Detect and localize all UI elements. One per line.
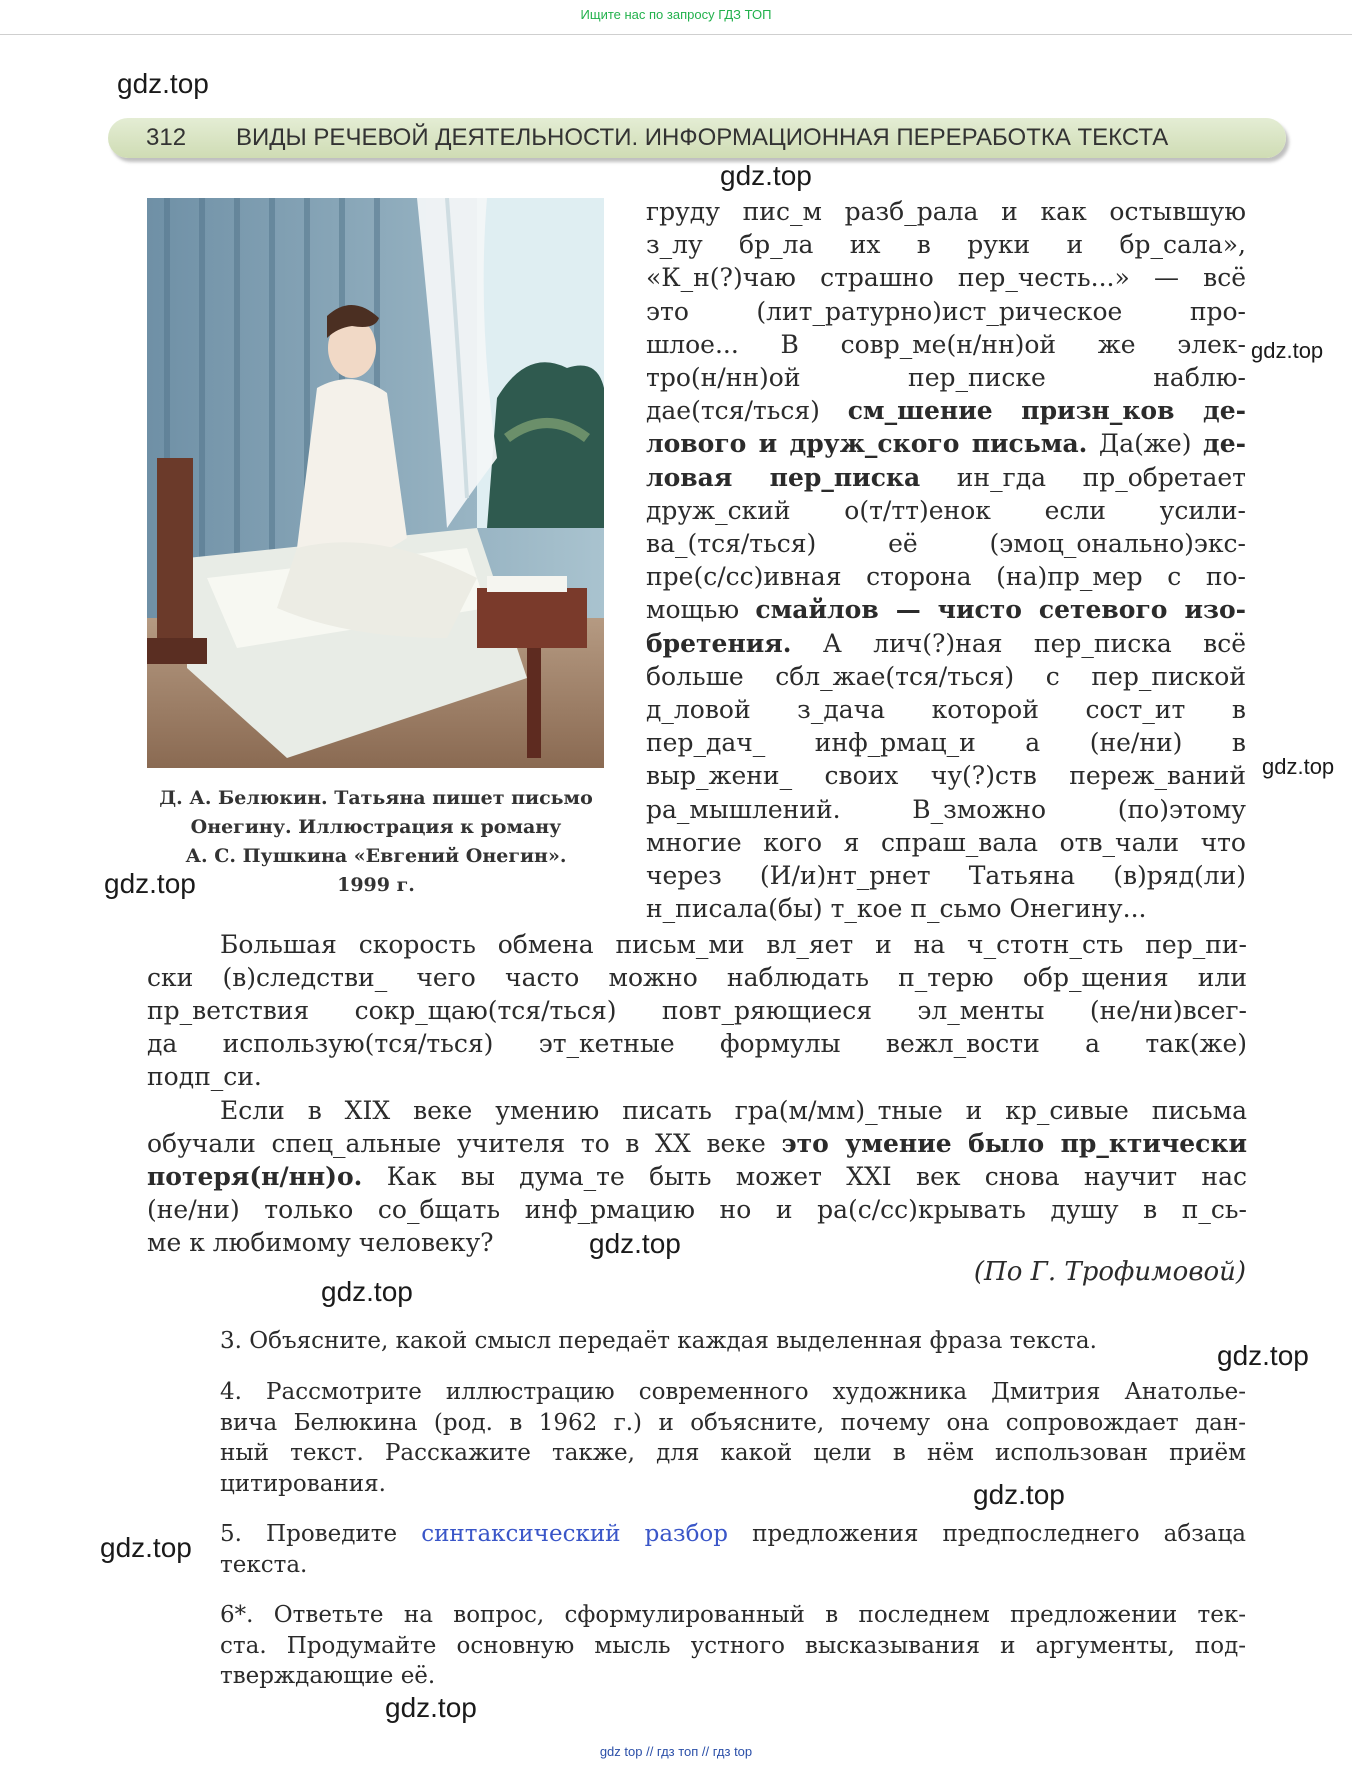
page-number: 312 [146,124,187,151]
text-fragment: предложения предпоследнего абзаца [728,1521,1246,1547]
highlighted-phrase: ловая пер_писка [646,462,921,492]
text-line: з_лу бр_ла их в руки и бр_сала», [646,230,1246,260]
syntax-analysis-link[interactable]: синтаксический разбор [421,1521,728,1547]
text-line: многие кого я спраш_вала отв_чали что [646,827,1246,857]
illustration-caption [140,784,612,900]
caption-line: А. С. Пушкина «Евгений Онегин». [185,845,567,867]
text-line: д_ловой з_дача которой сост_ит в [646,695,1246,725]
text-line: н_писала(бы) т_кое п_сьмо Онегину... [646,894,1147,924]
caption-line: Онегину. Иллюстрация к роману [190,816,562,838]
text-line: (не/ни) только со_бщать инф_рмацию но и ра(с/сс)крывать душу в п_сь- [147,1195,1247,1224]
highlighted-phrase: смайлов — чисто сетевого изо- [755,595,1247,625]
watermark: gdz.top [1262,754,1335,779]
painting-woman-by-window-icon [147,198,604,768]
text-line: больше сбл_жае(тся/ться) с пер_пиской [646,661,1246,691]
highlighted-phrase: лового и друж_ского письма. [646,429,1088,459]
watermark: gdz.top [117,68,209,99]
caption-line: 1999 г. [337,874,415,896]
text-line [646,461,1246,494]
task-line: ста. Продумайте основную мысль устного высказывания и аргументы, под- [220,1632,1246,1659]
task-line: ный текст. Расскажите также, для какой цели в нём использован приём [220,1440,1246,1466]
text-line: Большая скорость обмена письм_ми вл_яет и на ч_стотн_сть пер_пи- [220,930,1247,959]
watermark: gdz.top [321,1276,413,1307]
text-fragment: А лич(?)ная пер_писка всё [791,628,1246,658]
text-line: друж_ский о(т/тт)енок если усили- [646,495,1246,525]
text-fragment: дае(тся/ться) [646,396,848,426]
text-line: да использую(тся/ться) эт_кетные формулы вежл_вости а так(же) [147,1029,1247,1058]
task-4 [220,1377,1246,1499]
chapter-header [108,118,1286,158]
text-line: подп_си. [147,1062,262,1091]
highlighted-phrase: де- [1203,429,1246,459]
watermark: gdz.top [589,1228,681,1259]
text-line: выр_жени_ своих чу(?)ств переж_ваний [646,761,1246,791]
text-line: пер_дач_ инф_рмац_и а (не/ни) в [646,728,1246,758]
chapter-title: ВИДЫ РЕЧЕВОЙ ДЕЯТЕЛЬНОСТИ. ИНФОРМАЦИОННАЯ ПЕРЕРАБОТКА ТЕКСТА [236,124,1169,151]
text-line: ва_(тся/ться) её (эмоц_онально)экс- [646,529,1246,559]
watermark: gdz.top [1251,338,1324,363]
watermark: gdz.top [100,1532,192,1563]
task-line: тверждающие её. [220,1663,436,1689]
text-line: Если в XIX веке умению писать гра(м/мм)_тные и кр_сивые письма [220,1096,1247,1125]
text-line: пре(с/сс)ивная сторона (на)пр_мер с по- [646,562,1246,592]
watermark: gdz.top [1217,1340,1309,1371]
text-line: ме к любимому человеку? [147,1228,494,1257]
text-line [646,627,1246,660]
highlighted-phrase: бретения. [646,628,792,658]
text-line [147,1160,1247,1193]
watermark: gdz.top [104,868,196,899]
highlighted-phrase: потеря(н/нн)о. [147,1162,363,1191]
text-line: груду пис_м разб_рала и как остывшую [646,197,1246,226]
caption-line: Д. А. Белюкин. Татьяна пишет письмо [159,787,593,809]
task-line: вича Белюкина (род. в 1962 г.) и объясните, почему она сопровождает дан- [220,1409,1246,1436]
text-line: тро(н/нн)ой пер_писке наблю- [646,363,1246,393]
task-line: текста. [220,1551,308,1578]
footer-links[interactable]: gdz top // гдз топ // гдз top [599,1744,753,1759]
text-fragment: мощью [646,595,756,625]
text-fragment: обучали спец_альные учителя то в XX веке [147,1129,782,1158]
text-line [147,1127,1247,1160]
highlighted-phrase: см_шение призн_ков де- [847,396,1246,426]
task-line: 4. Рассмотрите иллюстрацию современного художника Дмитрия Анатолье- [220,1379,1246,1405]
text-line: это (лит_ратурно)ист_рическое про- [646,296,1246,326]
text-line [646,593,1246,626]
task-5 [220,1519,1246,1580]
task-line: 3. Объясните, какой смысл передаёт каждая выделенная фраза текста. [220,1328,1097,1354]
text-line: пр_ветствия сокр_щаю(тся/ться) повт_ряющиеся эл_менты (не/ни)всег- [147,996,1247,1025]
text-fragment: 5. Проведите [220,1521,422,1547]
text-line: «К_н(?)чаю страшно пер_честь...» — всё [646,263,1246,293]
illustration [147,198,604,768]
task-line [220,1519,1246,1550]
text-line: шлое... В совр_ме(н/нн)ой же элек- [646,329,1246,359]
watermark: gdz.top [385,1692,477,1723]
top-banner[interactable]: Ищите нас по запросу ГДЗ ТОП [0,0,1352,35]
text-fragment: Да(же) [1087,429,1204,459]
text-fragment: ин_гда пр_обретает [920,462,1247,492]
text-column-right [646,195,1246,925]
text-line: ра_мышлений. В_зможно (по)этому [646,794,1246,824]
watermark: gdz.top [973,1479,1065,1510]
highlighted-phrase: это умение было пр_ктически [781,1129,1247,1158]
task-3 [220,1326,1246,1357]
text-source: (По Г. Трофимовой) [973,1257,1246,1287]
text-fragment: Как вы дума_те быть может XXI век снова научит нас [362,1162,1247,1191]
task-line: 6*. Ответьте на вопрос, сформулированный в последнем предложении тек- [220,1602,1246,1628]
task-line: цитирования. [220,1470,386,1497]
watermark: gdz.top [720,160,812,191]
text-line: через (И/и)нт_рнет Татьяна (в)ряд(ли) [646,861,1246,891]
task-6 [220,1600,1246,1692]
text-line: ски (в)следстви_ чего часто можно наблюдать п_терю обр_щения или [147,963,1247,992]
text-line [646,394,1246,427]
text-line [646,427,1246,460]
